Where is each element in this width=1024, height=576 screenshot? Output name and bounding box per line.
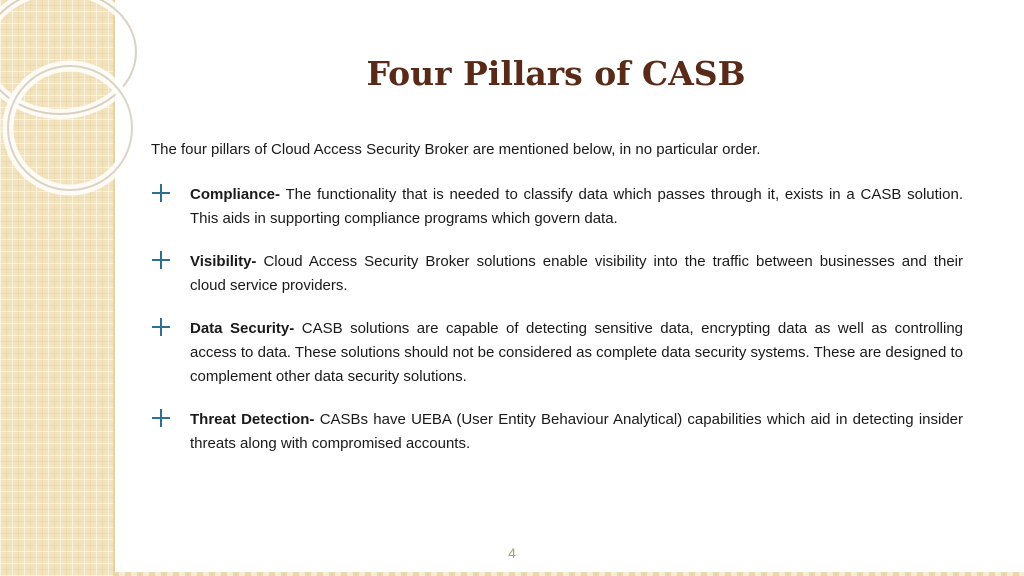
ring-decoration [0,0,160,220]
bottom-strip-pattern [113,572,1024,576]
bullet-text: CASBs have UEBA (User Entity Behaviour Analytical) capabilities which aid in detecting insider threats along with compromised accounts. [190,411,964,452]
bullet-list [151,183,963,475]
bullet-term: Visibility- [190,253,257,270]
bullet-item-data-security [151,317,963,389]
bullet-term: Compliance- [190,186,281,203]
bullet-term: Threat Detection- [190,411,315,428]
bullet-term: Data Security- [190,320,295,337]
plus-icon [151,250,171,270]
plus-icon [151,408,171,428]
bullet-text: The functionality that is needed to classify data which passes through it, exists in a CASB solution. This aids in supporting compliance programs which govern data. [190,186,963,227]
plus-icon [151,183,171,203]
bullet-item-visibility [151,250,963,298]
bullet-item-compliance [151,183,963,231]
slide-title: Four Pillars of CASB [366,54,746,93]
bullet-text: Cloud Access Security Broker solutions enable visibility into the traffic between businesses and their cloud service providers. [190,253,963,294]
bullet-item-threat-detection [151,408,963,456]
plus-icon [151,317,171,337]
bullet-text: CASB solutions are capable of detecting sensitive data, encrypting data as well as controlling access to data. These solutions should not be considered as complete data security systems. These are designed to complement other data security solutions. [190,320,964,385]
page-number: 4 [508,545,516,561]
intro-text: The four pillars of Cloud Access Security Broker are mentioned below, in no particular order. [151,141,761,158]
